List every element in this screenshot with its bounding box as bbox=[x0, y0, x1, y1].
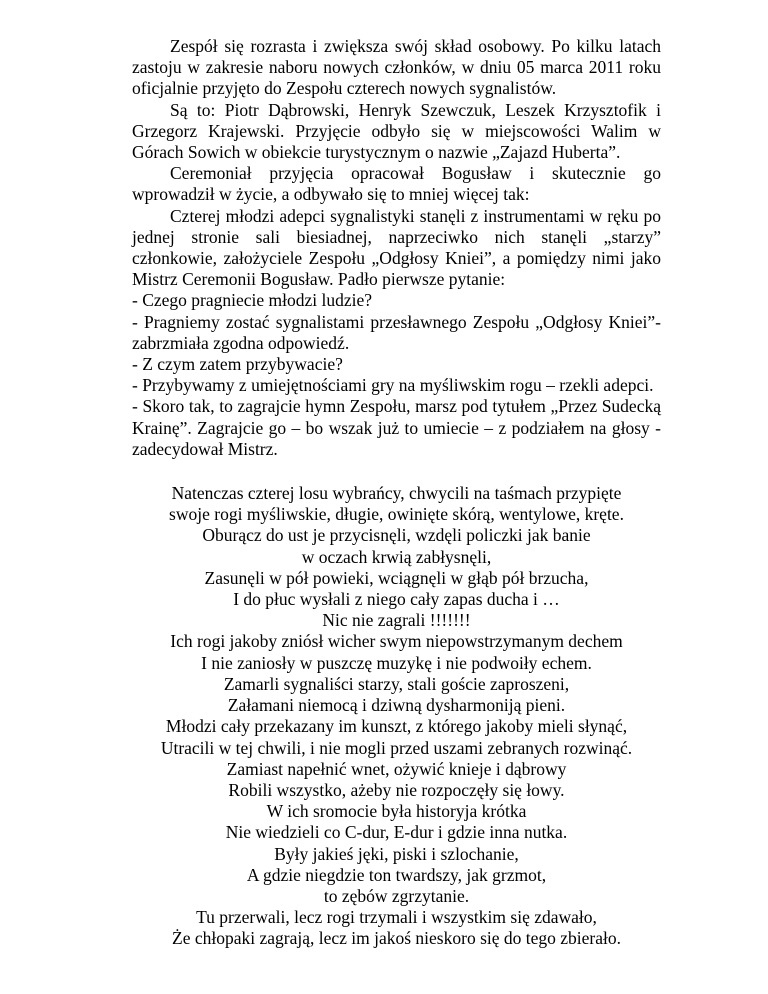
poem-line: I nie zaniosły w puszczę muzykę i nie podwoiły echem. bbox=[201, 652, 592, 673]
prose-section bbox=[132, 36, 661, 460]
poem-section bbox=[132, 483, 661, 949]
dialogue-line: - Z czym zatem przybywacie? bbox=[132, 354, 343, 375]
poem-line: Robili wszystko, ażeby nie rozpoczęły się łowy. bbox=[228, 779, 565, 800]
poem-line: Załamani niemocą i dziwną dysharmoniją pieni. bbox=[227, 695, 566, 716]
poem-line: to zębów zgrzytanie. bbox=[323, 885, 470, 906]
poem-line: Były jakieś jęki, piski i szlochanie, bbox=[274, 843, 519, 864]
poem-line: Tu przerwali, lecz rogi trzymali i wszystkim się zdawało, bbox=[196, 907, 597, 928]
poem-line: Ich rogi jakoby zniósł wicher swym niepowstrzymanym dechem bbox=[170, 631, 623, 652]
dialogue-line: - Skoro tak, to zagrajcie hymn Zespołu, marsz pod tytułem „Przez Sudecką Krainę”. Zagrajcie go – bo wszak już to umiecie – z podziałem na głosy - zadecydował Mistrz. bbox=[132, 396, 661, 459]
poem-line: Natenczas czterej losu wybrańcy, chwycili na taśmach przypięte bbox=[171, 483, 622, 504]
paragraph: Są to: Piotr Dąbrowski, Henryk Szewczuk, Leszek Krzysztofik i Grzegorz Krajewski. Przyjęcie odbyło się w miejscowości Walim w Górach Sowich w obiekcie turystycznym o nazwie „Zajazd Huberta”. bbox=[132, 99, 661, 163]
poem-line: Utracili w tej chwili, i nie mogli przed uszami zebranych rozwinąć. bbox=[160, 737, 633, 758]
paragraph: Ceremoniał przyjęcia opracował Bogusław i skutecznie go wprowadził w życie, a odbywało się to mniej więcej tak: bbox=[132, 163, 661, 205]
poem-line: Oburącz do ust je przycisnęli, wzdęli policzki jak banie bbox=[202, 525, 591, 546]
poem-line: swoje rogi myśliwskie, długie, owinięte skórą, wentylowe, kręte. bbox=[169, 504, 624, 525]
poem-line: Zasunęli w pół powieki, wciągnęli w głąb pół brzucha, bbox=[204, 567, 589, 588]
poem-line: A gdzie niegdzie ton twardszy, jak grzmot, bbox=[246, 864, 547, 885]
paragraph: Zespół się rozrasta i zwiększa swój skład osobowy. Po kilku latach zastoju w zakresie naboru nowych członków, w dniu 05 marca 2011 roku oficjalnie przyjęto do Zespołu czterech nowych sygnalistów. bbox=[132, 36, 661, 99]
poem-line: Że chłopaki zagrają, lecz im jakoś nieskoro się do tego zbierało. bbox=[172, 928, 621, 949]
dialogue-line: - Czego pragniecie młodzi ludzie? bbox=[132, 290, 373, 311]
dialogue-line: - Przybywamy z umiejętnościami gry na myśliwskim rogu – rzekli adepci. bbox=[132, 375, 654, 396]
poem-line: Zamiast napełnić wnet, ożywić knieje i dąbrowy bbox=[226, 758, 567, 779]
poem-line: Zamarli sygnaliści starzy, stali goście zaproszeni, bbox=[223, 673, 570, 694]
paragraph: Czterej młodzi adepci sygnalistyki stanęli z instrumentami w ręku po jednej stronie sali biesiadnej, naprzeciwko nich stanęli „starzy” członkowie, założyciele Zespołu „Odgłosy Knieі”, a pomiędzy nimi jako Mistrz Ceremonii Bogusław. Padło pierwsze pytanie: bbox=[132, 205, 661, 290]
poem-line: w oczach krwią zabłysnęli, bbox=[301, 546, 492, 567]
poem-line: I do płuc wysłali z niego cały zapas ducha i … bbox=[233, 589, 560, 610]
document-page bbox=[132, 36, 661, 950]
poem-line: Nic nie zagrali !!!!!!! bbox=[322, 610, 471, 631]
poem-line: Nie wiedzieli co C-dur, E-dur i gdzie inna nutka. bbox=[225, 822, 568, 843]
poem-line: W ich sromocie była historyja krótka bbox=[266, 801, 527, 822]
poem-line: Młodzi cały przekazany im kunszt, z którego jakoby mieli słynąć, bbox=[165, 716, 628, 737]
dialogue-line: - Pragniemy zostać sygnalistami przesławnego Zespołu „Odgłosy Knieі”- zabrzmiała zgodna odpowiedź. bbox=[132, 311, 661, 353]
